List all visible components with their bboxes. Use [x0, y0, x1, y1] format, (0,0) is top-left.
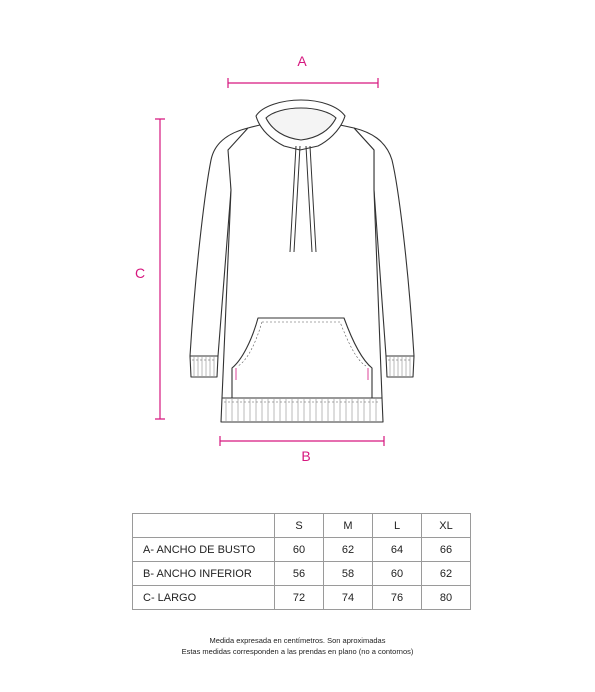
measurement-note: Medida expresada en centímetros. Son aproximadas	[209, 636, 386, 645]
flat-measurement-note: Estas medidas corresponden a las prendas en plano (no a contornos)	[181, 647, 414, 656]
dimension-c-label: C	[134, 265, 146, 281]
row-label: C- LARGO	[133, 586, 275, 610]
cell-value: 76	[373, 586, 422, 610]
dimension-b-line	[220, 436, 384, 446]
cell-value: 58	[324, 562, 373, 586]
cell-value: 60	[373, 562, 422, 586]
size-header-xl: XL	[422, 514, 471, 538]
cell-value: 56	[275, 562, 324, 586]
cell-value: 62	[324, 538, 373, 562]
cell-value: 60	[275, 538, 324, 562]
size-header-m: M	[324, 514, 373, 538]
hem-band	[221, 398, 383, 422]
table-row	[133, 586, 471, 610]
dimension-b-label: B	[301, 448, 311, 464]
cell-value: 66	[422, 538, 471, 562]
row-label: A- ANCHO DE BUSTO	[133, 538, 275, 562]
size-chart-table	[132, 513, 471, 610]
row-label: B- ANCHO INFERIOR	[133, 562, 275, 586]
dimension-a-line	[228, 78, 378, 88]
size-header-s: S	[275, 514, 324, 538]
dimension-c-line	[155, 119, 165, 419]
cell-value: 80	[422, 586, 471, 610]
table-header-corner	[133, 514, 275, 538]
cell-value: 64	[373, 538, 422, 562]
cell-value: 62	[422, 562, 471, 586]
hoodie-outline	[190, 100, 414, 422]
table-row	[133, 562, 471, 586]
dimension-a-label: A	[297, 53, 307, 69]
table-header-row	[133, 514, 471, 538]
cell-value: 74	[324, 586, 373, 610]
table-row	[133, 538, 471, 562]
size-header-l: L	[373, 514, 422, 538]
cell-value: 72	[275, 586, 324, 610]
